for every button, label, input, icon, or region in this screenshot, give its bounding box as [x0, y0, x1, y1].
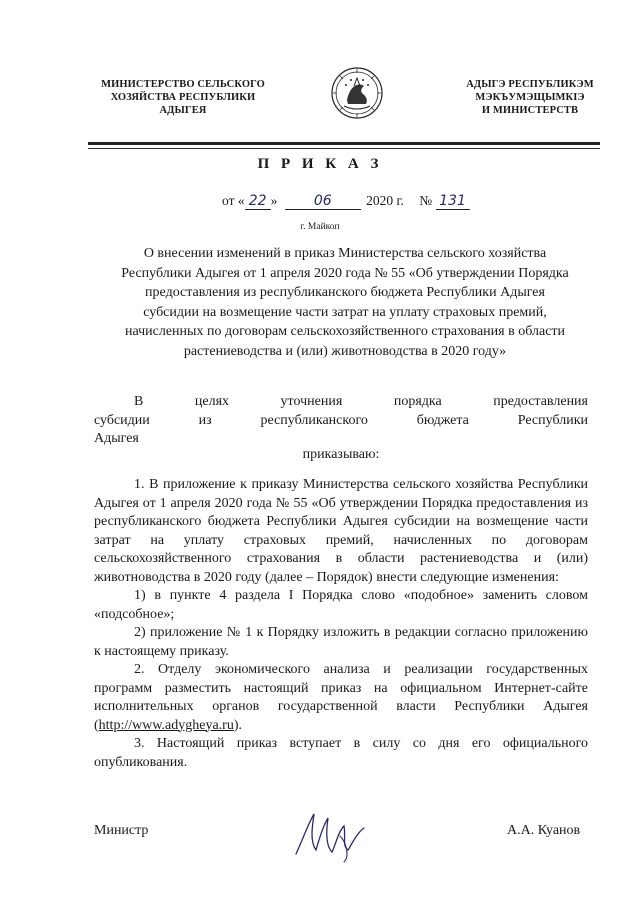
item-1-2: 2) приложение № 1 к Порядку изложить в редакции согласно приложению к настоящему приказу. — [94, 625, 588, 659]
date-day: 22 — [245, 193, 271, 210]
header-line: АДЫГЭ РЕСПУБЛИКЭМ — [466, 79, 594, 90]
item-3: 3. Настоящий приказ вступает в силу со дня его официального опубликования. — [94, 736, 588, 770]
document-title: П Р И К А З — [257, 156, 383, 172]
subject-line: начисленных по договорам сельскохозяйственного страхования в области — [124, 324, 566, 339]
header-line: МИНИСТЕРСТВО СЕЛЬСКОГО — [101, 79, 265, 90]
subject-line: Республики Адыгея от 1 апреля 2020 года № 55 «Об утверждении Порядка — [121, 265, 569, 281]
preamble-text: В целях уточнения порядка предоставления субсидии из республиканского бюджета Республики Адыгея — [94, 394, 588, 446]
city: г. Майкоп — [300, 222, 340, 232]
header-line: И МИНИСТЕРСТВ — [481, 105, 579, 116]
subject-line: предоставления из республиканского бюджета Республики Адыгея — [145, 285, 545, 300]
item-2-text: 2. Отделу экономического анализа и реализации государственных программ разместить настоящий приказ на официальном Интернет-сайте исполнительных органов государственной власти Республики Адыгея ( — [94, 662, 588, 733]
ministry-header-adyghe — [455, 78, 605, 117]
ministry-header-russian — [88, 78, 278, 117]
subject-line: субсидии на возмещение части затрат на уплату страховых премий, — [143, 304, 547, 320]
item-2 — [94, 661, 588, 735]
item-1-1: 1) в пункте 4 раздела I Порядка слово «подобное» заменить словом «подсобное»; — [94, 588, 588, 622]
header-line: МЭКЪУМЭЩЫМКIЭ — [475, 92, 585, 103]
header-line: ХОЗЯЙСТВА РЕСПУБЛИКИ — [110, 92, 256, 103]
order-number-label: № — [419, 193, 433, 208]
date-quote: » — [270, 193, 278, 208]
subject-line: О внесении изменений в приказ Министерства сельского хозяйства — [143, 246, 547, 261]
item-1: 1. В приложение к приказу Министерства сельского хозяйства Республики Адыгея от 1 апреля 2020 года № 55 «Об утверждении Порядка предоставления из республиканского бюджета Республики Адыгея субсидии на возмещение части затрат на уплату страховых премий, начисленных по договорам сельскохозяйственного страхования в области растениеводства и (или) животноводства в 2020 году (далее – Порядок) внести следующие изменения: — [94, 477, 588, 585]
order-items — [94, 476, 588, 772]
date-year: 2020 г. — [366, 193, 404, 208]
signer-position: Министр — [94, 823, 149, 838]
handwritten-signature — [290, 806, 370, 866]
date-month: 06 — [285, 193, 361, 210]
order-subject — [110, 244, 580, 361]
header-divider-thin — [88, 148, 600, 149]
header-divider-thick — [88, 142, 600, 145]
date-line — [222, 193, 470, 210]
item-2-tail: ). — [233, 717, 243, 733]
signer-name: А.А. Куанов — [507, 823, 581, 838]
order-number: 131 — [436, 193, 470, 210]
subject-line: растениеводства и (или) животноводства в 2020 году» — [183, 343, 507, 359]
order-word: приказываю: — [302, 447, 380, 462]
header-line: АДЫГЕЯ — [159, 105, 207, 116]
website-link[interactable]: http://www.adygheya.ru — [98, 717, 234, 733]
date-prefix: от « — [222, 193, 245, 208]
preamble — [94, 393, 588, 449]
coat-of-arms-icon — [330, 66, 384, 120]
